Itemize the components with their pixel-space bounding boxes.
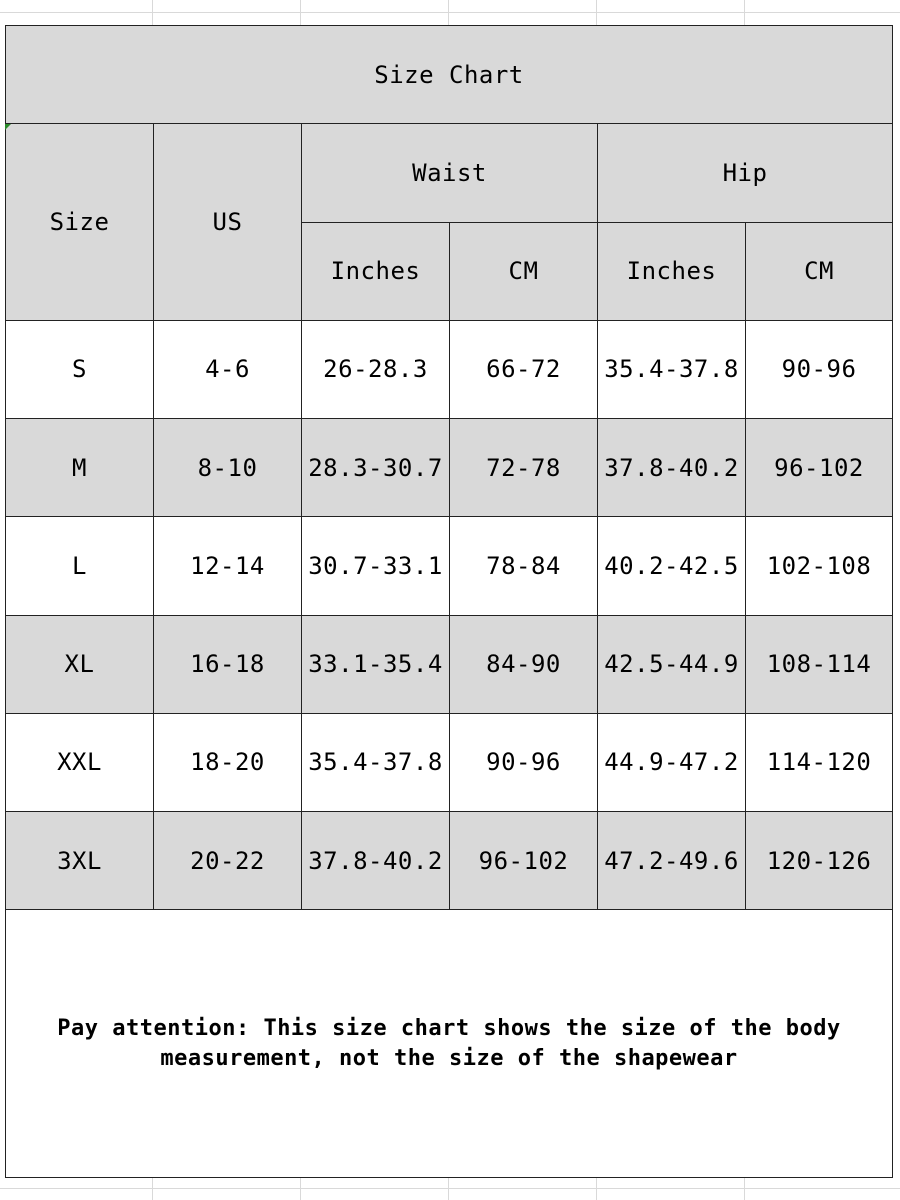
cell-hip-cm: 90-96 bbox=[746, 320, 893, 418]
cell-us: 18-20 bbox=[154, 713, 302, 811]
cell-waist-inches: 30.7-33.1 bbox=[302, 517, 450, 615]
table-row bbox=[6, 812, 893, 910]
cell-waist-cm: 66-72 bbox=[450, 320, 598, 418]
cell-hip-inches: 37.8-40.2 bbox=[598, 419, 746, 517]
cell-size: 3XL bbox=[6, 812, 154, 910]
cell-hip-cm: 120-126 bbox=[746, 812, 893, 910]
header-hip: Hip bbox=[598, 124, 893, 222]
cell-waist-inches: 35.4-37.8 bbox=[302, 713, 450, 811]
sheet-gridline bbox=[0, 12, 900, 13]
cell-us: 16-18 bbox=[154, 615, 302, 713]
cell-us: 20-22 bbox=[154, 812, 302, 910]
cell-waist-inches: 26-28.3 bbox=[302, 320, 450, 418]
chart-title: Size Chart bbox=[6, 26, 893, 124]
table-row bbox=[6, 517, 893, 615]
cell-hip-cm: 96-102 bbox=[746, 419, 893, 517]
cell-hip-inches: 35.4-37.8 bbox=[598, 320, 746, 418]
header-hip-inches: Inches bbox=[598, 222, 746, 320]
cell-size: M bbox=[6, 419, 154, 517]
header-waist-cm: CM bbox=[450, 222, 598, 320]
cell-waist-cm: 78-84 bbox=[450, 517, 598, 615]
size-chart-table bbox=[5, 25, 893, 1178]
cell-hip-inches: 40.2-42.5 bbox=[598, 517, 746, 615]
cell-us: 12-14 bbox=[154, 517, 302, 615]
cell-hip-cm: 102-108 bbox=[746, 517, 893, 615]
cell-hip-inches: 44.9-47.2 bbox=[598, 713, 746, 811]
cell-size: XXL bbox=[6, 713, 154, 811]
note-cell bbox=[6, 910, 893, 1178]
cell-waist-cm: 96-102 bbox=[450, 812, 598, 910]
cell-hip-cm: 114-120 bbox=[746, 713, 893, 811]
table-row bbox=[6, 615, 893, 713]
cell-waist-cm: 72-78 bbox=[450, 419, 598, 517]
attention-note: Pay attention: This size chart shows the size of the body measurement, not the size of the shapewear bbox=[57, 1015, 841, 1071]
cell-size: XL bbox=[6, 615, 154, 713]
header-hip-cm: CM bbox=[746, 222, 893, 320]
header-waist-inches: Inches bbox=[302, 222, 450, 320]
header-us: US bbox=[154, 124, 302, 321]
cell-hip-inches: 42.5-44.9 bbox=[598, 615, 746, 713]
header-size: Size bbox=[6, 124, 154, 321]
table-row bbox=[6, 713, 893, 811]
cell-hip-inches: 47.2-49.6 bbox=[598, 812, 746, 910]
table-row bbox=[6, 419, 893, 517]
cell-comment-indicator bbox=[5, 124, 11, 130]
cell-waist-cm: 84-90 bbox=[450, 615, 598, 713]
cell-size: S bbox=[6, 320, 154, 418]
header-waist: Waist bbox=[302, 124, 598, 222]
cell-size: L bbox=[6, 517, 154, 615]
cell-us: 8-10 bbox=[154, 419, 302, 517]
cell-hip-cm: 108-114 bbox=[746, 615, 893, 713]
cell-waist-inches: 28.3-30.7 bbox=[302, 419, 450, 517]
cell-us: 4-6 bbox=[154, 320, 302, 418]
cell-waist-inches: 37.8-40.2 bbox=[302, 812, 450, 910]
table-row bbox=[6, 320, 893, 418]
sheet-gridline bbox=[0, 1188, 900, 1189]
cell-waist-inches: 33.1-35.4 bbox=[302, 615, 450, 713]
cell-waist-cm: 90-96 bbox=[450, 713, 598, 811]
